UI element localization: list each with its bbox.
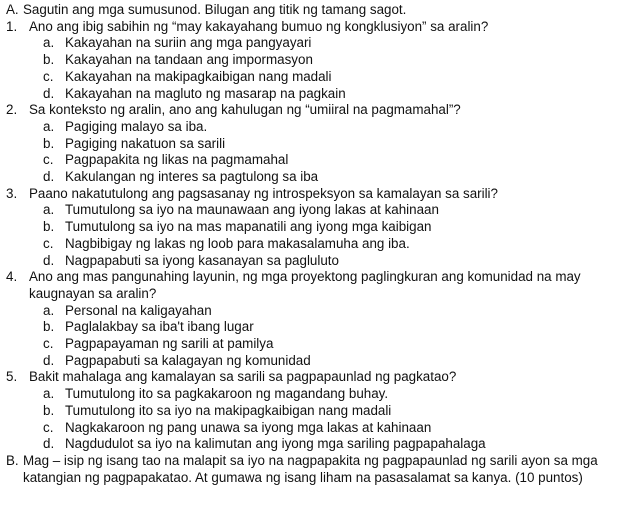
option-letter: c. xyxy=(43,336,54,352)
option-2c[interactable] xyxy=(43,152,615,169)
option-letter: b. xyxy=(43,319,55,335)
question-text: Ano ang ibig sabihin ng “may kakayahang bumuo ng kongklusiyon” sa aralin? xyxy=(29,18,489,34)
option-text: Pagpapakita ng likas na pagmamahal xyxy=(65,152,289,168)
option-letter: d. xyxy=(43,352,55,368)
option-text: Kakayahan na makipagkaibigan nang madali xyxy=(65,68,332,84)
option-letter: b. xyxy=(43,402,55,418)
option-text: Kakayahan na suriin ang mga pangyayari xyxy=(65,35,312,51)
question-text: Ano ang mas pangunahing layunin, ng mga proyektong paglingkuran ang komunidad na may kaugnayan sa aralin? xyxy=(29,269,581,301)
option-letter: a. xyxy=(43,386,55,402)
option-text: Pagiging malayo sa iba. xyxy=(65,118,208,134)
option-letter: c. xyxy=(43,419,54,435)
option-letter: d. xyxy=(43,169,55,185)
option-2d[interactable] xyxy=(43,169,615,186)
option-text: Pagpapayaman ng sarili at pamilya xyxy=(65,336,274,352)
option-letter: c. xyxy=(43,68,54,84)
option-letter: c. xyxy=(43,235,54,251)
question-4 xyxy=(6,269,615,369)
option-text: Tumutulong ito sa iyo na makipagkaibigan nang madali xyxy=(65,402,392,418)
option-1b[interactable] xyxy=(43,52,615,69)
option-letter: c. xyxy=(43,152,54,168)
section-b-label: B. xyxy=(6,452,19,468)
option-letter: a. xyxy=(43,35,55,51)
option-2a[interactable] xyxy=(43,119,615,136)
option-letter: b. xyxy=(43,219,55,235)
option-text: Pagpapabuti sa kalagayan ng komunidad xyxy=(65,352,311,368)
question-2 xyxy=(6,102,615,186)
option-text: Nagdudulot sa iyo na kalimutan ang iyong mga sariling pagpapahalaga xyxy=(65,436,486,452)
option-letter: a. xyxy=(43,118,55,134)
option-letter: d. xyxy=(43,252,55,268)
question-1 xyxy=(6,19,615,103)
option-text: Tumutulong sa iyo na maunawaan ang iyong lakas at kahinaan xyxy=(65,202,439,218)
question-text: Sa konteksto ng aralin, ano ang kahulugan ng “umiiral na pagmamahal”? xyxy=(29,102,461,118)
option-letter: a. xyxy=(43,202,55,218)
option-text: Nagbibigay ng lakas ng loob para makasalamuha ang iba. xyxy=(65,235,410,251)
option-3b[interactable] xyxy=(43,219,615,236)
option-text: Tumutulong ito sa pagkakaroon ng magandang buhay. xyxy=(65,386,389,402)
question-number: 1. xyxy=(6,18,18,34)
question-number: 4. xyxy=(6,269,18,285)
option-4b[interactable] xyxy=(43,319,615,336)
option-4c[interactable] xyxy=(43,336,615,353)
option-letter: d. xyxy=(43,436,55,452)
question-text: Paano nakatutulong ang pagsasanay ng introspeksyon sa kamalayan sa sarili? xyxy=(29,185,498,201)
option-1d[interactable] xyxy=(43,86,615,103)
section-a-text: Sagutin ang mga sumusunod. Bilugan ang titik ng tamang sagot. xyxy=(23,2,407,17)
option-text: Kakayahan na magluto ng masarap na pagkain xyxy=(65,85,346,101)
option-text: Kakayahan na tandaan ang impormasyon xyxy=(65,52,313,68)
option-text: Kakulangan ng interes sa pagtulong sa iba xyxy=(65,169,319,185)
option-5b[interactable] xyxy=(43,403,615,420)
question-3 xyxy=(6,186,615,270)
section-b-instruction xyxy=(6,453,615,486)
option-1c[interactable] xyxy=(43,69,615,86)
option-4a[interactable] xyxy=(43,303,615,320)
option-5d[interactable] xyxy=(43,436,615,453)
question-number: 2. xyxy=(6,102,18,118)
option-4d[interactable] xyxy=(43,353,615,370)
option-text: Pagiging nakatuon sa sarili xyxy=(65,135,226,151)
question-text: Bakit mahalaga ang kamalayan sa sarili sa pagpapaunlad ng pagkatao? xyxy=(29,369,457,385)
option-3c[interactable] xyxy=(43,236,615,253)
question-5 xyxy=(6,369,615,453)
question-number: 3. xyxy=(6,185,18,201)
section-a-label: A. xyxy=(6,2,19,17)
option-5a[interactable] xyxy=(43,386,615,403)
option-text: Tumutulong sa iyo na mas mapanatili ang iyong mga kaibigan xyxy=(65,219,432,235)
option-text: Personal na kaligayahan xyxy=(65,302,212,318)
option-1a[interactable] xyxy=(43,35,615,52)
option-text: Nagkakaroon ng pang unawa sa iyong mga lakas at kahinaan xyxy=(65,419,432,435)
option-2b[interactable] xyxy=(43,136,615,153)
option-3d[interactable] xyxy=(43,253,615,270)
option-letter: a. xyxy=(43,302,55,318)
option-letter: b. xyxy=(43,135,55,151)
option-text: Nagpapabuti sa iyong kasanayan sa pagluluto xyxy=(65,252,339,268)
option-letter: d. xyxy=(43,85,55,101)
option-text: Paglalakbay sa iba't ibang lugar xyxy=(65,319,254,335)
section-a-instruction xyxy=(6,2,615,19)
option-5c[interactable] xyxy=(43,420,615,437)
option-letter: b. xyxy=(43,52,55,68)
option-3a[interactable] xyxy=(43,202,615,219)
section-b-text: Mag – isip ng isang tao na malapit sa iyo na nagpapakita ng pagpapaunlad ng sarili ayon sa mga katangian ng pagpapakatao. At gumawa ng isang liham na pasasalamat sa kanya. (10 puntos) xyxy=(23,452,598,485)
question-number: 5. xyxy=(6,369,18,385)
